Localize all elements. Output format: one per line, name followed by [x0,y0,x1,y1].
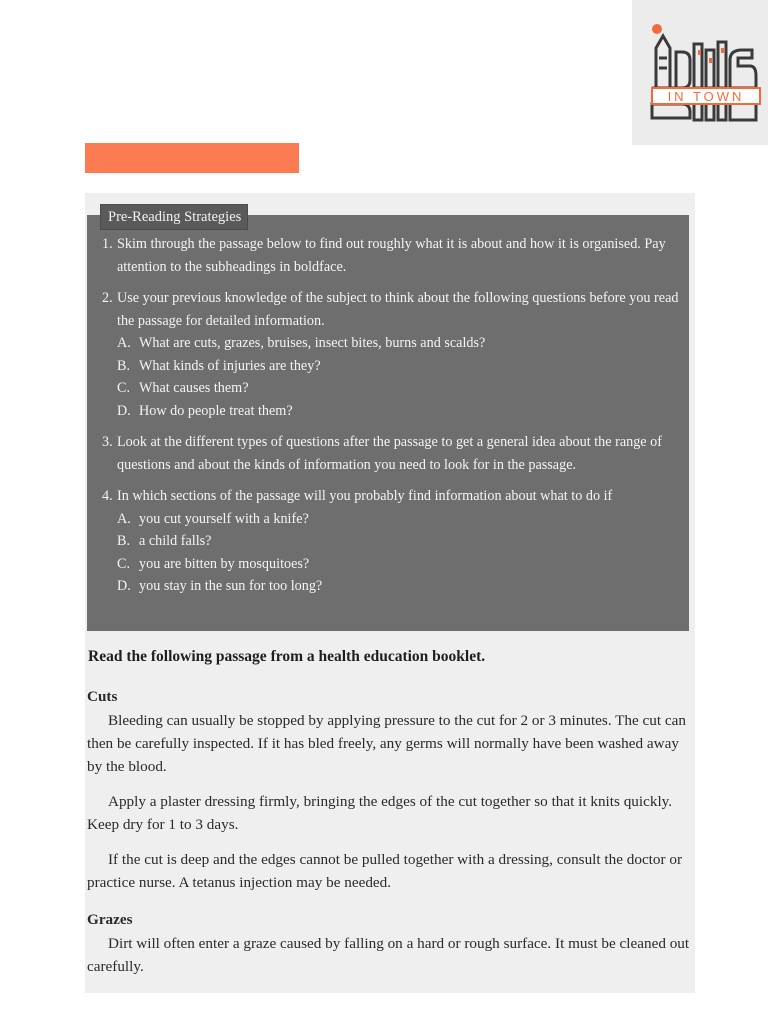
sub-question [117,400,679,423]
logo-graphic [632,0,768,145]
sub-question [117,332,679,355]
paragraph: Apply a plaster dressing firmly, bringing the edges of the cut together so that it knits quickly. Keep dry for 1 to 3 days. [87,793,673,833]
sub-question [117,508,679,531]
sub-text: What are cuts, grazes, bruises, insect bites, burns and scalds? [139,335,486,351]
strategy-number: 3. [102,434,113,450]
section-header-bar [85,143,299,173]
strategies-title: Pre-Reading Strategies [100,204,248,230]
ielts-in-town-logo[interactable] [632,0,768,145]
strategy-item-2 [102,287,679,422]
sub-question [117,377,679,400]
passage-instruction: Read the following passage from a health education booklet. [88,648,486,665]
sub-text: you are bitten by mosquitoes? [139,555,310,572]
section-heading-cuts: Cuts [87,688,118,705]
sub-question [117,575,679,598]
sub-letter: D. [117,402,131,419]
strategy-text: Use your previous knowledge of the subject to think about the following questions before you read the passage for detailed information. [117,290,679,329]
strategy-item-1 [102,233,679,278]
sub-letter: A. [117,510,131,527]
sub-text: What causes them? [139,380,249,396]
pre-reading-strategies-box [87,215,689,631]
strategy-item-4 [102,485,679,598]
strategy-text: Look at the different types of questions after the passage to get a general idea about the range of questions and about the kinds of information you need to look for in the passage. [117,434,662,473]
section-heading-grazes: Grazes [87,911,133,928]
strategy-item-3 [102,431,679,476]
strategy-number: 1. [102,236,113,252]
sub-letter: B. [117,533,131,549]
strategy-text: Skim through the passage below to find out roughly what it is about and how it is organised. Pay attention to the subheadings in boldface. [117,236,666,275]
sub-letter: A. [117,335,131,351]
sub-text: you stay in the sun for too long? [139,578,323,594]
sub-letter: B. [117,357,131,374]
sub-letter: D. [117,578,131,594]
paragraph: If the cut is deep and the edges cannot be pulled together with a dressing, consult the doctor or practice nurse. A tetanus injection may be needed. [87,851,683,891]
sub-letter: C. [117,555,131,572]
sub-question [117,355,679,378]
sub-question [117,530,679,553]
sub-question [117,553,679,576]
sub-text: you cut yourself with a knife? [139,510,309,527]
paragraph: Bleeding can usually be stopped by applying pressure to the cut for 2 or 3 minutes. The cut can then be carefully inspected. If it has bled freely, any germs will normally have been washed away by the blood. [87,712,686,775]
logo-tagline: IN TOWN [667,89,745,104]
sub-text: What kinds of injuries are they? [139,357,321,374]
strategy-number: 4. [102,488,113,504]
strategy-text: In which sections of the passage will you probably find information about what to do if [117,488,613,504]
passage-body [87,685,691,990]
sub-text: How do people treat them? [139,402,293,419]
sub-letter: C. [117,380,131,396]
sub-text: a child falls? [139,533,212,549]
strategy-number: 2. [102,290,113,306]
paragraph: Dirt will often enter a graze caused by falling on a hard or rough surface. It must be cleaned out carefully. [87,935,690,975]
